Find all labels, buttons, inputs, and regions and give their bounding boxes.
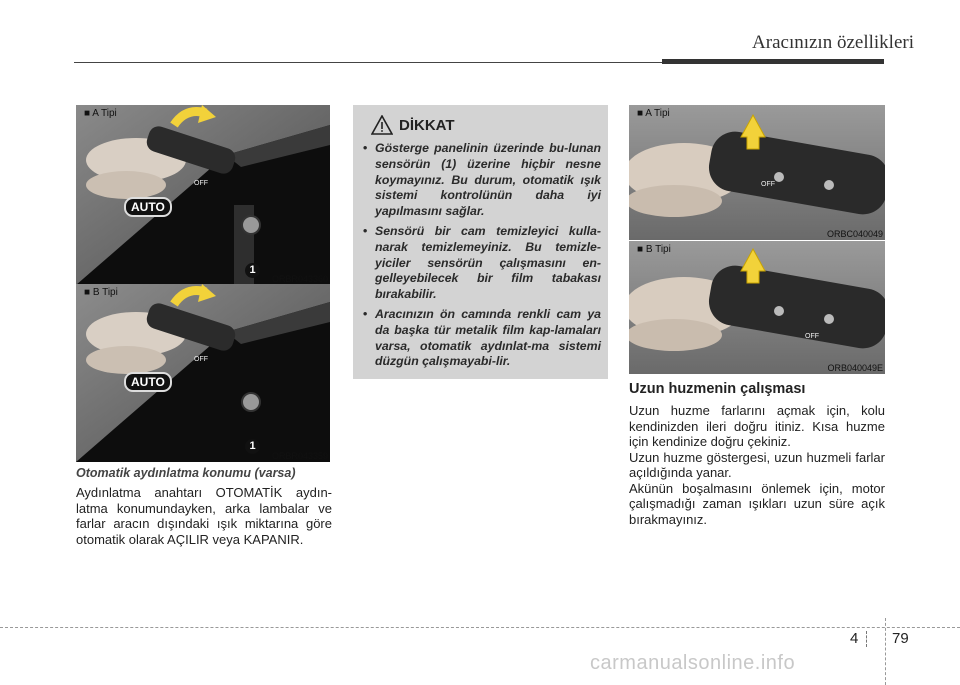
high-beam-description [629, 403, 885, 527]
footer-vertical-rule [885, 618, 886, 685]
figure-code: ORBC040049 [826, 229, 883, 239]
header-rule [74, 62, 664, 63]
photo-light-switch-type-a [76, 105, 330, 285]
figure-code: ORBR043360 [271, 274, 328, 284]
illustration-auto-light-switch [76, 105, 330, 285]
caution-item: • Sensörü bir cam temizleyici kulla-narak temizlemeyiniz. Bu temizle-yiciler sensörün çalışmasını en-gelleyebilecek bir film tabakası bırakabilir. [363, 224, 601, 303]
off-position-label: OFF [194, 356, 208, 363]
figure-code: ORB040049E [827, 363, 883, 373]
type-b-label: ■ B Tipi [84, 287, 118, 298]
page-separator [866, 631, 868, 647]
type-a-label: ■ A Tipi [637, 108, 670, 119]
illustration-high-beam-lever [629, 105, 885, 240]
paragraph: Akünün boşalmasını önlemek için, motor çalışmadığı zaman ışıkları uzun süre açık bırakmayınız. [629, 480, 885, 527]
type-b-label: ■ B Tipi [637, 244, 671, 255]
high-beam-heading: Uzun huzmenin çalışması [629, 381, 806, 397]
paragraph: Uzun huzme farlarını açmak için, kolu kendinizden ileri doğru itiniz. Kısa huzme için kendinize doğru çekiniz. [629, 403, 885, 449]
page-header-title: Aracınızın özellikleri [752, 32, 914, 53]
chapter-number: 4 [850, 630, 859, 647]
caution-title: DİKKAT [399, 116, 455, 134]
off-position-label: OFF [805, 333, 819, 340]
header-rule-accent [662, 59, 884, 64]
watermark-text: carmanualsonline.info [590, 652, 796, 674]
auto-light-caption: Otomatik aydınlatma konumu (varsa) [76, 466, 296, 480]
auto-position-label: AUTO [124, 372, 172, 392]
illustration-auto-light-switch [76, 284, 330, 462]
photo-light-switch-type-b [76, 284, 330, 462]
photo-high-beam-type-b [629, 241, 885, 374]
sensor-callout-1: 1 [245, 263, 260, 278]
caution-header [371, 115, 455, 135]
off-position-label: OFF [194, 180, 208, 187]
caution-box [353, 105, 608, 379]
paragraph: Uzun huzme göstergesi, uzun huzmeli farlar açıldığında yanar. [629, 449, 885, 480]
type-a-label: ■ A Tipi [84, 108, 117, 119]
photo-high-beam-type-a [629, 105, 885, 240]
auto-light-description: Aydınlatma anahtarı OTOMATİK aydın-latma konumundayken, arka lambalar ve farlar aracın dışındaki ışık miktarına göre otomatik olarak AÇILIR veya KAPANIR. [76, 485, 332, 547]
illustration-high-beam-lever [629, 241, 885, 374]
caution-item: • Aracınızın ön camında renkli cam ya da başka tür metalik film kap-lamaları varsa, otomatik aydınlat-ma sistemi düzgün çalışmayabi-lir. [363, 307, 601, 370]
warning-triangle-icon [371, 115, 393, 135]
page-number: 79 [892, 630, 909, 647]
caution-list [363, 141, 601, 374]
sensor-callout-1: 1 [245, 439, 260, 454]
footer-rule [0, 627, 960, 628]
caution-item: • Gösterge panelinin üzerinde bu-lunan sensörün (1) üzerine hiçbir nesne koymayınız. Bu durum, otomatik ışık sistemi kontrolünün daha iyi yapılmasını sağlar. [363, 141, 601, 220]
auto-position-label: AUTO [124, 197, 172, 217]
figure-code: ORBR043359 [271, 451, 328, 461]
off-position-label: OFF [761, 181, 775, 188]
